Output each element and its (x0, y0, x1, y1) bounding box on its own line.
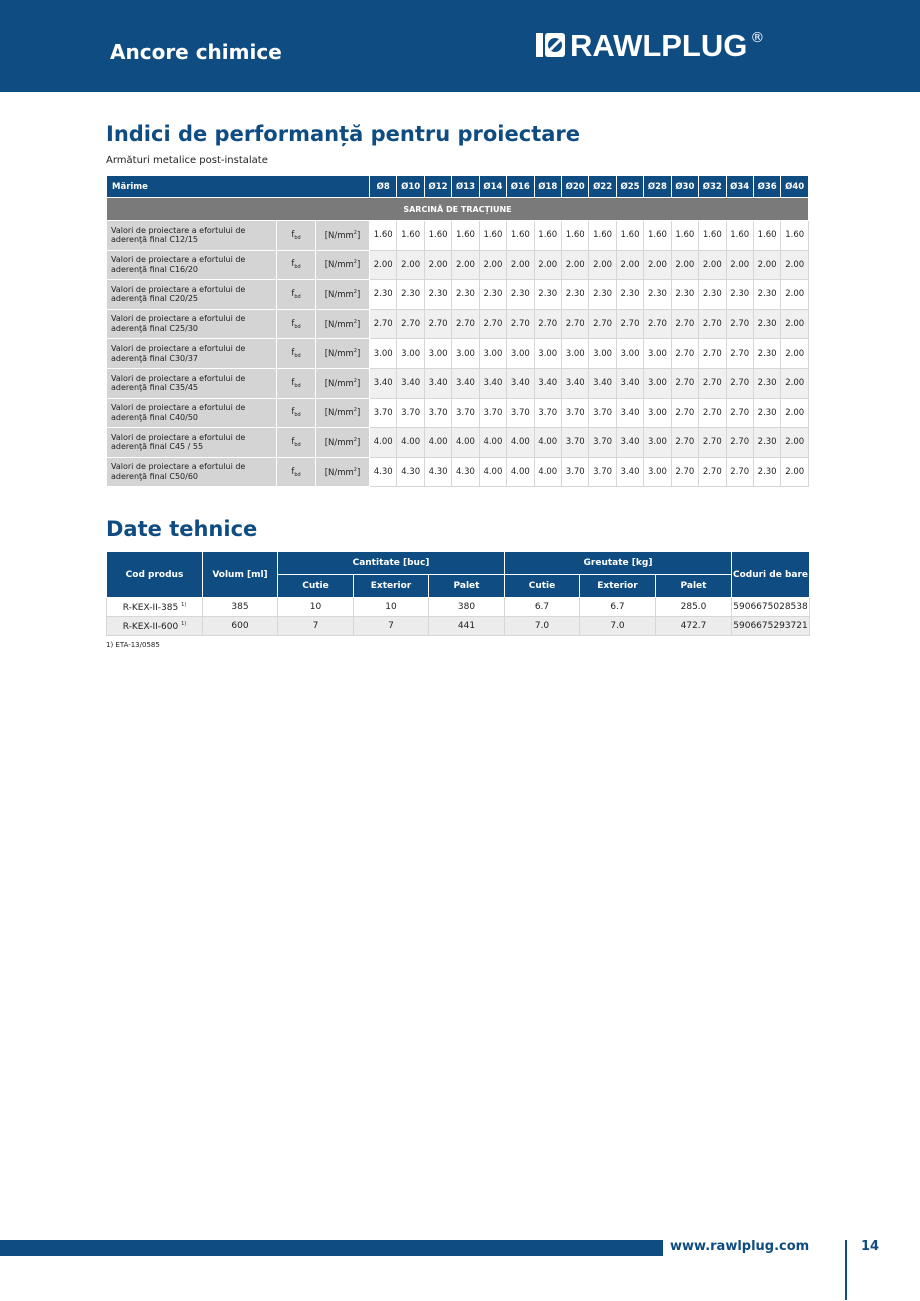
value-cell: 2.70 (671, 368, 698, 398)
value-cell: 1.60 (370, 221, 397, 251)
volume-header: Volum [ml] (203, 552, 278, 598)
value-cell: 1.60 (699, 221, 726, 251)
value-cell: 3.40 (370, 368, 397, 398)
value-cell: 1.60 (452, 221, 479, 251)
value-cell: 2.00 (753, 250, 780, 280)
unit: [N/mm (324, 378, 354, 389)
row-label: Valori de proiectare a efortului de aderenţă final C35/45 (107, 368, 277, 398)
value-cell: 3.40 (479, 368, 506, 398)
value-cell: 3.00 (507, 339, 534, 369)
row-label: Valori de proiectare a efortului de aderenţă final C30/37 (107, 339, 277, 369)
symbol-cell (277, 428, 316, 458)
table-row (107, 457, 809, 487)
value-cell: 3.00 (616, 339, 643, 369)
value-cell: 4.00 (507, 457, 534, 487)
logo-text: RAWLPLUG (570, 27, 748, 63)
unit-cell (316, 457, 370, 487)
unit-superscript: 2 (353, 348, 357, 355)
quantity-box-cell: 7 (278, 617, 354, 636)
symbol-subscript: bd (294, 234, 301, 241)
unit-superscript: 2 (353, 229, 357, 236)
value-cell: 3.70 (370, 398, 397, 428)
value-cell: 2.70 (644, 309, 671, 339)
table-row (107, 309, 809, 339)
unit-cell (316, 280, 370, 310)
size-header-cell: Ø28 (644, 176, 671, 198)
unit-bracket: ] (356, 289, 361, 300)
value-cell: 3.00 (589, 339, 616, 369)
unit-bracket: ] (356, 378, 361, 389)
unit: [N/mm (324, 289, 354, 300)
value-cell: 2.30 (507, 280, 534, 310)
value-cell: 2.70 (479, 309, 506, 339)
website-link[interactable]: www.rawlplug.com (670, 1239, 810, 1254)
page-number: 14 (861, 1239, 880, 1254)
value-cell: 3.70 (534, 398, 561, 428)
value-cell: 1.60 (397, 221, 424, 251)
symbol-subscript: bd (294, 353, 301, 360)
value-cell: 1.60 (753, 221, 780, 251)
volume-cell: 600 (203, 617, 278, 636)
size-header-cell: Ø16 (507, 176, 534, 198)
weight-pallet-cell: 472.7 (656, 617, 732, 636)
value-cell: 1.60 (534, 221, 561, 251)
value-cell: 2.30 (397, 280, 424, 310)
unit: [N/mm (324, 467, 354, 478)
table-header-row (107, 552, 810, 575)
unit-cell (316, 339, 370, 369)
value-cell: 1.60 (589, 221, 616, 251)
table-row (107, 617, 810, 636)
unit-bracket: ] (356, 319, 361, 330)
weight-box-cell: 6.7 (505, 598, 580, 617)
symbol-cell (277, 398, 316, 428)
weight-exterior-cell: 6.7 (580, 598, 656, 617)
symbol-cell (277, 457, 316, 487)
size-header-cell: Ø30 (671, 176, 698, 198)
value-cell: 2.30 (753, 280, 780, 310)
unit-cell (316, 309, 370, 339)
value-cell: 2.00 (589, 250, 616, 280)
unit: [N/mm (324, 408, 354, 419)
value-cell: 2.70 (699, 339, 726, 369)
value-cell: 4.30 (370, 457, 397, 487)
value-cell: 1.60 (616, 221, 643, 251)
symbol-subscript: bd (294, 412, 301, 419)
value-cell: 3.00 (452, 339, 479, 369)
technical-data-table (106, 551, 810, 636)
quantity-box-header: Cutie (278, 575, 354, 598)
value-cell: 3.40 (424, 368, 451, 398)
quantity-exterior-cell: 10 (354, 598, 429, 617)
value-cell: 3.00 (644, 339, 671, 369)
value-cell: 4.00 (479, 457, 506, 487)
value-cell: 3.40 (561, 368, 588, 398)
size-header-cell: Ø10 (397, 176, 424, 198)
value-cell: 3.40 (616, 428, 643, 458)
value-cell: 2.30 (370, 280, 397, 310)
row-label: Valori de proiectare a efortului de aderenţă final C16/20 (107, 250, 277, 280)
value-cell: 2.70 (699, 398, 726, 428)
unit: [N/mm (324, 349, 354, 360)
barcode-header: Coduri de bare (732, 552, 810, 598)
value-cell: 3.70 (589, 428, 616, 458)
product-code: R-KEX-II-385 (122, 602, 179, 613)
row-label: Valori de proiectare a efortului de aderenţă final C45 / 55 (107, 428, 277, 458)
rawlplug-mark-icon (536, 30, 566, 60)
footnote-ref: 1) (181, 601, 187, 608)
value-cell: 2.00 (781, 250, 809, 280)
symbol-cell (277, 250, 316, 280)
quantity-pallet-cell: 441 (429, 617, 505, 636)
value-cell: 4.30 (424, 457, 451, 487)
value-cell: 2.00 (781, 280, 809, 310)
value-cell: 1.60 (726, 221, 753, 251)
table-row (107, 368, 809, 398)
table-row (107, 428, 809, 458)
value-cell: 3.00 (424, 339, 451, 369)
size-header-cell: Ø20 (561, 176, 588, 198)
unit-bracket: ] (356, 260, 361, 271)
size-header-cell: Ø36 (753, 176, 780, 198)
symbol-subscript: bd (294, 382, 301, 389)
row-label: Valori de proiectare a efortului de aderenţă final C12/15 (107, 221, 277, 251)
unit-cell (316, 221, 370, 251)
symbol-subscript: bd (294, 293, 301, 300)
value-cell: 2.70 (671, 398, 698, 428)
value-cell: 2.70 (424, 309, 451, 339)
value-cell: 4.30 (397, 457, 424, 487)
value-cell: 3.00 (479, 339, 506, 369)
value-cell: 4.00 (534, 428, 561, 458)
value-cell: 2.00 (781, 309, 809, 339)
weight-header: Greutate [kg] (505, 552, 732, 575)
value-cell: 1.60 (424, 221, 451, 251)
code-header: Cod produs (107, 552, 203, 598)
value-cell: 3.40 (616, 398, 643, 428)
value-cell: 2.00 (616, 250, 643, 280)
value-cell: 2.00 (534, 250, 561, 280)
unit: [N/mm (324, 230, 354, 241)
weight-pallet-header: Palet (656, 575, 732, 598)
value-cell: 2.30 (452, 280, 479, 310)
value-cell: 4.00 (479, 428, 506, 458)
unit-superscript: 2 (353, 259, 357, 266)
table-row (107, 398, 809, 428)
value-cell: 2.70 (699, 309, 726, 339)
value-cell: 3.40 (534, 368, 561, 398)
value-cell: 2.00 (561, 250, 588, 280)
symbol: f (291, 259, 295, 270)
row-label: Valori de proiectare a efortului de aderenţă final C40/50 (107, 398, 277, 428)
value-cell: 3.70 (589, 398, 616, 428)
value-cell: 2.30 (753, 339, 780, 369)
value-cell: 2.30 (424, 280, 451, 310)
unit: [N/mm (324, 260, 354, 271)
value-cell: 2.30 (589, 280, 616, 310)
value-cell: 2.00 (781, 339, 809, 369)
section-title-tech: Date tehnice (106, 517, 258, 541)
value-cell: 4.30 (452, 457, 479, 487)
table-header-row (107, 176, 809, 198)
symbol-subscript: bd (294, 264, 301, 271)
value-cell: 2.30 (753, 398, 780, 428)
unit-cell (316, 398, 370, 428)
value-cell: 2.00 (397, 250, 424, 280)
value-cell: 3.40 (397, 368, 424, 398)
weight-exterior-cell: 7.0 (580, 617, 656, 636)
value-cell: 3.70 (479, 398, 506, 428)
value-cell: 2.70 (561, 309, 588, 339)
value-cell: 2.30 (534, 280, 561, 310)
product-code: R-KEX-II-600 (122, 621, 179, 632)
value-cell: 3.00 (534, 339, 561, 369)
barcode-cell: 5906675028538 (732, 598, 810, 617)
unit-superscript: 2 (353, 466, 357, 473)
symbol-subscript: bd (294, 323, 301, 330)
symbol-cell (277, 280, 316, 310)
value-cell: 3.70 (424, 398, 451, 428)
footer-divider (845, 1240, 847, 1300)
weight-box-cell: 7.0 (505, 617, 580, 636)
symbol: f (291, 318, 295, 329)
size-header-cell: Ø32 (699, 176, 726, 198)
unit-superscript: 2 (353, 288, 357, 295)
unit-bracket: ] (356, 408, 361, 419)
value-cell: 2.70 (726, 309, 753, 339)
value-cell: 2.70 (699, 457, 726, 487)
unit-cell (316, 368, 370, 398)
value-cell: 4.00 (507, 428, 534, 458)
header-title: Ancore chimice (110, 40, 282, 64)
size-header-cell: Ø14 (479, 176, 506, 198)
group-label: SARCINĂ DE TRACȚIUNE (107, 198, 809, 221)
quantity-box-cell: 10 (278, 598, 354, 617)
quantity-pallet-cell: 380 (429, 598, 505, 617)
symbol-cell (277, 368, 316, 398)
value-cell: 2.70 (671, 309, 698, 339)
value-cell: 3.70 (397, 398, 424, 428)
value-cell: 2.70 (452, 309, 479, 339)
value-cell: 4.00 (370, 428, 397, 458)
footnote-ref: 1) (181, 620, 187, 627)
table-row (107, 339, 809, 369)
table-group-row (107, 198, 809, 221)
value-cell: 2.00 (699, 250, 726, 280)
value-cell: 2.70 (589, 309, 616, 339)
table-row (107, 221, 809, 251)
value-cell: 2.00 (781, 428, 809, 458)
value-cell: 3.00 (644, 457, 671, 487)
size-header: Mărime (107, 176, 370, 198)
value-cell: 2.70 (726, 428, 753, 458)
value-cell: 2.00 (726, 250, 753, 280)
value-cell: 3.00 (370, 339, 397, 369)
symbol: f (291, 229, 295, 240)
quantity-exterior-cell: 7 (354, 617, 429, 636)
section-subtitle: Armături metalice post-instalate (106, 155, 268, 166)
value-cell: 1.60 (561, 221, 588, 251)
symbol-subscript: bd (294, 471, 301, 478)
value-cell: 2.00 (781, 398, 809, 428)
unit-bracket: ] (356, 230, 361, 241)
symbol: f (291, 377, 295, 388)
rawlplug-logo (536, 28, 764, 62)
unit-superscript: 2 (353, 318, 357, 325)
value-cell: 2.30 (561, 280, 588, 310)
value-cell: 2.00 (781, 368, 809, 398)
value-cell: 1.60 (479, 221, 506, 251)
value-cell: 3.40 (616, 457, 643, 487)
value-cell: 3.00 (644, 428, 671, 458)
size-header-cell: Ø40 (781, 176, 809, 198)
value-cell: 2.70 (671, 457, 698, 487)
value-cell: 2.70 (726, 368, 753, 398)
unit-bracket: ] (356, 349, 361, 360)
quantity-header: Cantitate [buc] (278, 552, 505, 575)
value-cell: 2.70 (616, 309, 643, 339)
quantity-pallet-header: Palet (429, 575, 505, 598)
value-cell: 2.30 (726, 280, 753, 310)
row-label: Valori de proiectare a efortului de aderenţă final C20/25 (107, 280, 277, 310)
performance-table (106, 175, 809, 487)
value-cell: 2.30 (753, 368, 780, 398)
value-cell: 2.30 (753, 457, 780, 487)
product-code-cell (107, 598, 203, 617)
section-title-performance: Indici de performanță pentru proiectare (106, 122, 581, 146)
table-row (107, 250, 809, 280)
value-cell: 4.00 (397, 428, 424, 458)
value-cell: 4.00 (424, 428, 451, 458)
footer-bar (0, 1240, 663, 1256)
size-header-cell: Ø8 (370, 176, 397, 198)
weight-pallet-cell: 285.0 (656, 598, 732, 617)
value-cell: 3.00 (644, 398, 671, 428)
value-cell: 2.70 (726, 339, 753, 369)
symbol-cell (277, 221, 316, 251)
value-cell: 2.00 (479, 250, 506, 280)
value-cell: 2.00 (370, 250, 397, 280)
value-cell: 3.40 (589, 368, 616, 398)
value-cell: 2.00 (644, 250, 671, 280)
unit-superscript: 2 (353, 436, 357, 443)
value-cell: 3.70 (589, 457, 616, 487)
value-cell: 1.60 (507, 221, 534, 251)
symbol-cell (277, 339, 316, 369)
value-cell: 2.70 (534, 309, 561, 339)
unit: [N/mm (324, 437, 354, 448)
value-cell: 3.40 (452, 368, 479, 398)
value-cell: 2.00 (424, 250, 451, 280)
volume-cell: 385 (203, 598, 278, 617)
unit-cell (316, 428, 370, 458)
symbol-subscript: bd (294, 441, 301, 448)
value-cell: 3.00 (561, 339, 588, 369)
size-header-cell: Ø13 (452, 176, 479, 198)
value-cell: 2.30 (753, 309, 780, 339)
unit: [N/mm (324, 319, 354, 330)
value-cell: 4.00 (534, 457, 561, 487)
value-cell: 2.70 (671, 428, 698, 458)
value-cell: 3.70 (561, 457, 588, 487)
size-header-cell: Ø12 (424, 176, 451, 198)
value-cell: 2.30 (644, 280, 671, 310)
size-header-cell: Ø34 (726, 176, 753, 198)
value-cell: 3.70 (561, 398, 588, 428)
page-header (0, 0, 920, 92)
table-row (107, 280, 809, 310)
value-cell: 2.70 (671, 339, 698, 369)
value-cell: 2.00 (507, 250, 534, 280)
value-cell: 3.00 (397, 339, 424, 369)
symbol-cell (277, 309, 316, 339)
value-cell: 3.70 (507, 398, 534, 428)
value-cell: 3.00 (644, 368, 671, 398)
value-cell: 2.30 (616, 280, 643, 310)
symbol: f (291, 348, 295, 359)
value-cell: 4.00 (452, 428, 479, 458)
value-cell: 2.00 (452, 250, 479, 280)
value-cell: 3.40 (507, 368, 534, 398)
value-cell: 2.30 (479, 280, 506, 310)
value-cell: 3.70 (561, 428, 588, 458)
unit-cell (316, 250, 370, 280)
quantity-exterior-header: Exterior (354, 575, 429, 598)
value-cell: 2.70 (726, 457, 753, 487)
footnote: 1) ETA-13/0585 (106, 641, 160, 649)
row-label: Valori de proiectare a efortului de aderenţă final C50/60 (107, 457, 277, 487)
value-cell: 1.60 (781, 221, 809, 251)
value-cell: 3.70 (452, 398, 479, 428)
value-cell: 2.00 (671, 250, 698, 280)
value-cell: 2.70 (699, 368, 726, 398)
value-cell: 2.30 (753, 428, 780, 458)
value-cell: 2.00 (781, 457, 809, 487)
unit-superscript: 2 (353, 377, 357, 384)
size-header-cell: Ø18 (534, 176, 561, 198)
value-cell: 1.60 (644, 221, 671, 251)
table-row (107, 598, 810, 617)
symbol: f (291, 288, 295, 299)
weight-box-header: Cutie (505, 575, 580, 598)
symbol: f (291, 436, 295, 447)
unit-bracket: ] (356, 437, 361, 448)
symbol: f (291, 466, 295, 477)
value-cell: 2.70 (370, 309, 397, 339)
size-header-cell: Ø25 (616, 176, 643, 198)
registered-mark: ® (750, 30, 765, 46)
unit-bracket: ] (356, 467, 361, 478)
barcode-cell: 5906675293721 (732, 617, 810, 636)
value-cell: 2.70 (699, 428, 726, 458)
row-label: Valori de proiectare a efortului de aderenţă final C25/30 (107, 309, 277, 339)
symbol: f (291, 407, 295, 418)
value-cell: 2.70 (726, 398, 753, 428)
size-header-cell: Ø22 (589, 176, 616, 198)
value-cell: 2.30 (671, 280, 698, 310)
value-cell: 2.30 (699, 280, 726, 310)
value-cell: 1.60 (671, 221, 698, 251)
value-cell: 3.40 (616, 368, 643, 398)
value-cell: 2.70 (397, 309, 424, 339)
weight-exterior-header: Exterior (580, 575, 656, 598)
value-cell: 2.70 (507, 309, 534, 339)
unit-superscript: 2 (353, 407, 357, 414)
product-code-cell (107, 617, 203, 636)
